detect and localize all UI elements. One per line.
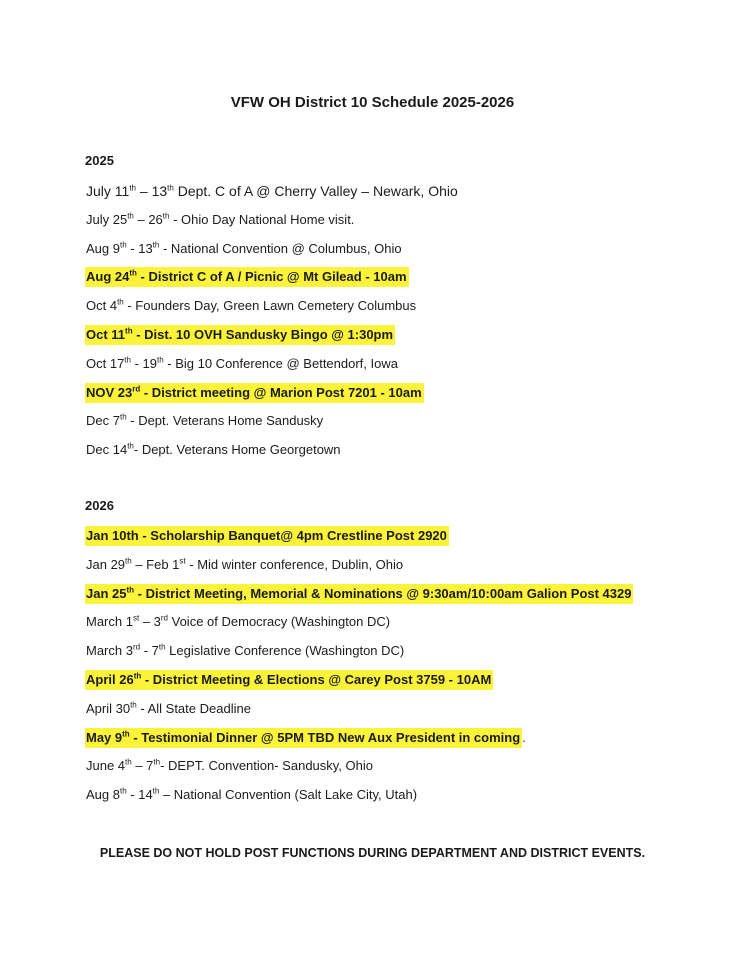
event-text: March 3rd - 7th Legislative Conference (Washington DC) (86, 642, 405, 659)
event-text: May 9th - Testimonial Dinner @ 5PM TBD New Aux President in coming (85, 728, 522, 748)
event-item (85, 411, 460, 440)
event-item (85, 526, 633, 555)
event-suffix: . (522, 729, 526, 745)
event-text: Oct 4th - Founders Day, Green Lawn Cemetery Columbus (86, 297, 417, 314)
event-text: Jan 10th - Scholarship Banquet@ 4pm Crestline Post 2920 (85, 526, 449, 546)
event-item (85, 670, 633, 699)
event-text: June 4th – 7th- DEPT. Convention- Sandusky, Ohio (86, 758, 373, 774)
event-text: Jan 29th – Feb 1st - Mid winter conference, Dublin, Ohio (86, 556, 404, 572)
event-item (85, 210, 460, 239)
event-text: Aug 9th - 13th - National Convention @ Columbus, Ohio (86, 240, 402, 256)
event-item (85, 555, 633, 584)
event-item (85, 728, 633, 757)
event-item (85, 756, 633, 785)
event-item (85, 383, 460, 412)
event-item (85, 354, 460, 383)
event-item (85, 785, 633, 814)
event-text: March 1st – 3rd Voice of Democracy (Washington DC) (86, 614, 391, 630)
event-item (85, 267, 460, 296)
event-item (85, 699, 633, 728)
event-text: April 30th - All State Deadline (86, 700, 251, 716)
year-heading-2025: 2025 (85, 153, 114, 168)
event-list-2025 (85, 181, 460, 469)
event-text: Oct 17th - 19th - Big 10 Conference @ Bettendorf, Iowa (86, 355, 398, 371)
event-item (85, 181, 460, 210)
event-text: Aug 8th - 14th – National Convention (Salt Lake City, Utah) (86, 786, 418, 803)
year-heading-2026: 2026 (85, 498, 114, 513)
event-text: Jan 25th - District Meeting, Memorial & Nominations @ 9:30am/10:00am Galion Post 4329 (85, 584, 633, 604)
event-item (85, 325, 460, 354)
page-title: VFW OH District 10 Schedule 2025-2026 (230, 94, 515, 111)
event-item (85, 440, 460, 469)
event-text: July 11th – 13th Dept. C of A @ Cherry Valley – Newark, Ohio (86, 183, 458, 199)
event-item (85, 584, 633, 613)
footer-notice: PLEASE DO NOT HOLD POST FUNCTIONS DURING DEPARTMENT AND DISTRICT EVENTS. (99, 846, 646, 860)
event-text: Dec 14th- Dept. Veterans Home Georgetown (86, 441, 341, 458)
event-item (85, 641, 633, 670)
event-list-2026 (85, 526, 633, 814)
event-text: July 25th – 26th - Ohio Day National Home visit. (86, 211, 355, 227)
event-item (85, 239, 460, 268)
event-text: April 26th - District Meeting & Elections @ Carey Post 3759 - 10AM (85, 670, 493, 690)
event-item (85, 612, 633, 641)
event-text: Aug 24th - District C of A / Picnic @ Mt Gilead - 10am (85, 267, 409, 287)
event-text: Dec 7th - Dept. Veterans Home Sandusky (86, 413, 324, 429)
event-item (85, 296, 460, 325)
event-text: NOV 23rd - District meeting @ Marion Post 7201 - 10am (85, 383, 424, 403)
event-text: Oct 11th - Dist. 10 OVH Sandusky Bingo @ 1:30pm (85, 325, 395, 345)
